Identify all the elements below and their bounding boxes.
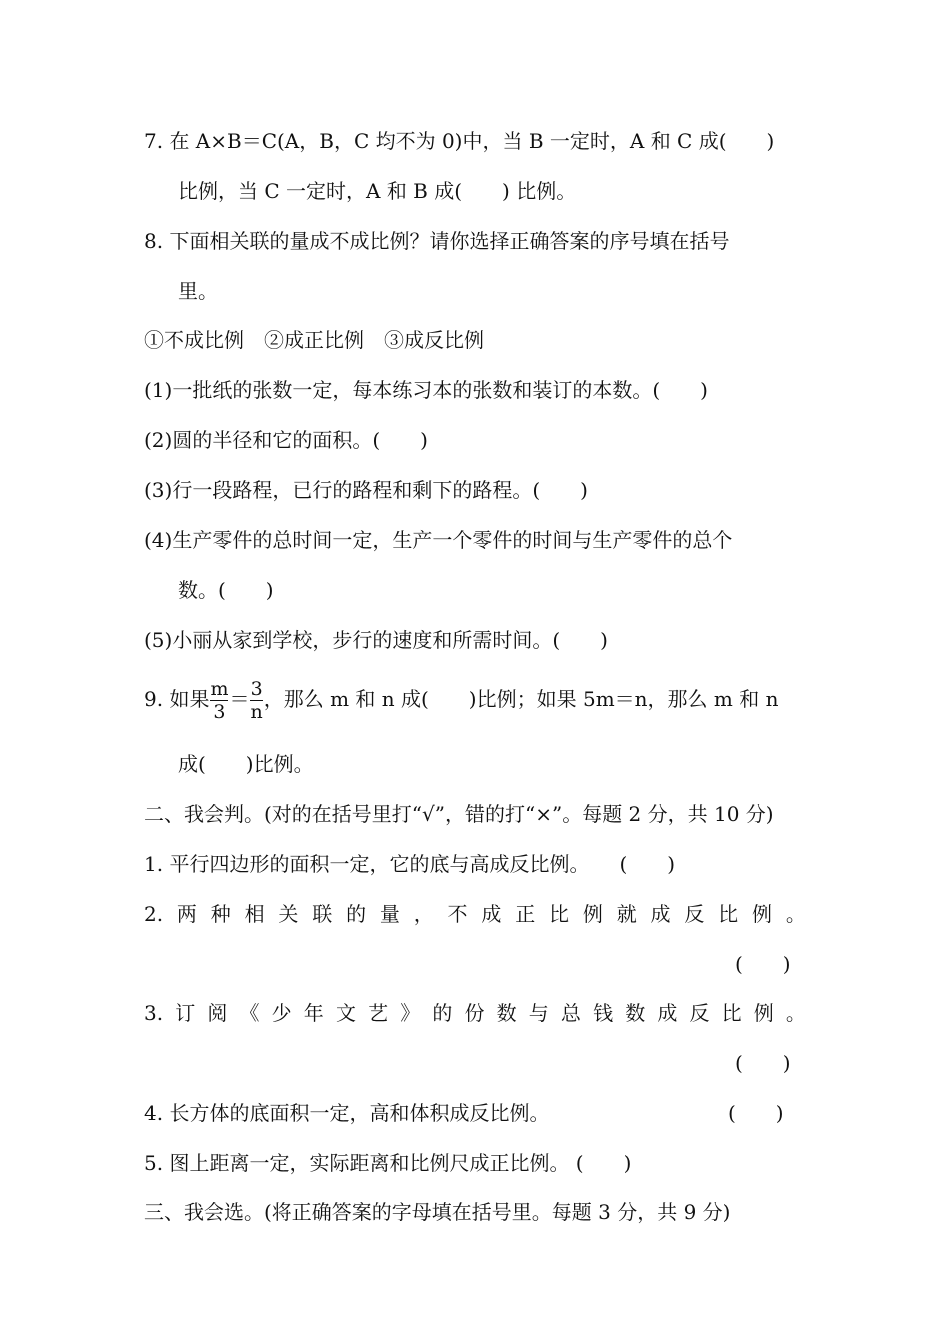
s2-q2-char: 两 xyxy=(176,902,197,926)
s2-q3-char: 钱 xyxy=(593,1001,614,1025)
s2-q4: 4. 长方体的底面积一定，高和体积成反比例。 xyxy=(144,1101,550,1125)
q7-line1: 7. 在 A×B＝C(A，B，C 均不为 0)中，当 B 一定时，A 和 C 成( ) xyxy=(144,129,775,153)
q8-item-4: (4)生产零件的总时间一定，生产一个零件的时间与生产零件的总个 xyxy=(144,528,733,552)
q8-line1: 8. 下面相关联的量成不成比例？请你选择正确答案的序号填在括号 xyxy=(144,229,730,253)
q8-item-4-cont: 数。( ) xyxy=(178,578,274,602)
frac2-numerator: 3 xyxy=(250,678,263,700)
s2-q4-answer-paren: ( ) xyxy=(728,1101,784,1125)
s2-q3-char: 与 xyxy=(528,1001,549,1025)
s2-q3 xyxy=(144,999,806,1027)
s2-q3-char: 数 xyxy=(496,1001,517,1025)
q8-item-5: (5)小丽从家到学校，步行的速度和所需时间。( ) xyxy=(144,628,608,652)
s2-q3-char: 阅 xyxy=(207,1001,228,1025)
s2-q3-char: 例 xyxy=(753,1001,774,1025)
s2-q3-char: 反 xyxy=(689,1001,710,1025)
q7-line2: 比例，当 C 一定时，A 和 B 成( ) 比例。 xyxy=(178,179,577,203)
s2-q2-char: 成 xyxy=(481,902,502,926)
s2-q3-char: 成 xyxy=(657,1001,678,1025)
section2-heading: 二、我会判。(对的在括号里打“√”，错的打“×”。每题 2 分，共 10 分) xyxy=(144,802,774,826)
s2-q3-answer-paren: ( ) xyxy=(735,1051,791,1075)
s2-q2-char: 联 xyxy=(312,902,333,926)
s2-q3-char: 的 xyxy=(432,1001,453,1025)
q9-fraction-m-over-3 xyxy=(210,678,228,723)
s2-q3-char: 。 xyxy=(785,1001,806,1025)
s2-q2-char: 关 xyxy=(278,902,299,926)
s2-q3-char: 年 xyxy=(303,1001,324,1025)
frac1-denominator: 3 xyxy=(213,701,226,723)
s2-q3-char: 艺 xyxy=(368,1001,389,1025)
s2-q3-char: 3. xyxy=(144,1001,164,1025)
s2-q3-char: 订 xyxy=(175,1001,196,1025)
q8-item-2: (2)圆的半径和它的面积。( ) xyxy=(144,428,428,452)
q8-options: ①不成比例 ②成正比例 ③成反比例 xyxy=(144,328,484,352)
s2-q2-char: 成 xyxy=(650,902,671,926)
q9-line2: 成( )比例。 xyxy=(178,752,314,776)
s2-q2 xyxy=(144,900,806,928)
q8-line2: 里。 xyxy=(178,279,218,303)
s2-q2-char: 比 xyxy=(718,902,739,926)
section3-heading: 三、我会选。(将正确答案的字母填在括号里。每题 3 分，共 9 分) xyxy=(144,1200,731,1224)
s2-q1: 1. 平行四边形的面积一定，它的底与高成反比例。 ( ) xyxy=(144,852,676,876)
s2-q3-char: 数 xyxy=(625,1001,646,1025)
q9-fraction-3-over-n xyxy=(250,678,262,723)
s2-q2-char: 例 xyxy=(582,902,603,926)
s2-q3-char: 比 xyxy=(721,1001,742,1025)
s2-q2-char: 量 xyxy=(379,902,400,926)
s2-q3-char: 》 xyxy=(400,1001,421,1025)
s2-q2-char: ， xyxy=(413,902,434,926)
q9-suffix: ，那么 m 和 n 成( )比例；如果 5m＝n，那么 m 和 n xyxy=(263,687,779,711)
s2-q3-char: 份 xyxy=(464,1001,485,1025)
s2-q2-char: 相 xyxy=(244,902,265,926)
s2-q2-answer-paren: ( ) xyxy=(735,952,791,976)
q8-item-3: (3)行一段路程，已行的路程和剩下的路程。( ) xyxy=(144,478,588,502)
s2-q2-char: 比 xyxy=(549,902,570,926)
s2-q2-char: 种 xyxy=(210,902,231,926)
q9-equals: ＝ xyxy=(229,687,250,711)
s2-q2-char: 正 xyxy=(515,902,536,926)
s2-q2-char: 不 xyxy=(447,902,468,926)
s2-q3-char: 文 xyxy=(335,1001,356,1025)
s2-q5: 5. 图上距离一定，实际距离和比例尺成正比例。 ( ) xyxy=(144,1151,632,1175)
s2-q2-char: 2. xyxy=(144,902,164,926)
s2-q3-char: 总 xyxy=(560,1001,581,1025)
frac1-numerator: m xyxy=(210,678,229,700)
s2-q2-char: 反 xyxy=(684,902,705,926)
q8-item-1: (1)一批纸的张数一定，每本练习本的张数和装订的本数。( ) xyxy=(144,378,708,402)
s2-q2-char: 例 xyxy=(752,902,772,926)
s2-q2-char: 。 xyxy=(785,902,806,926)
q9-prefix: 9. 如果 xyxy=(144,687,210,711)
s2-q3-char: 少 xyxy=(271,1001,292,1025)
s2-q3-char: 《 xyxy=(239,1001,260,1025)
frac2-denominator: n xyxy=(250,701,263,723)
s2-q2-char: 的 xyxy=(346,902,367,926)
s2-q2-char: 就 xyxy=(616,902,637,926)
q9-line1 xyxy=(144,676,778,723)
